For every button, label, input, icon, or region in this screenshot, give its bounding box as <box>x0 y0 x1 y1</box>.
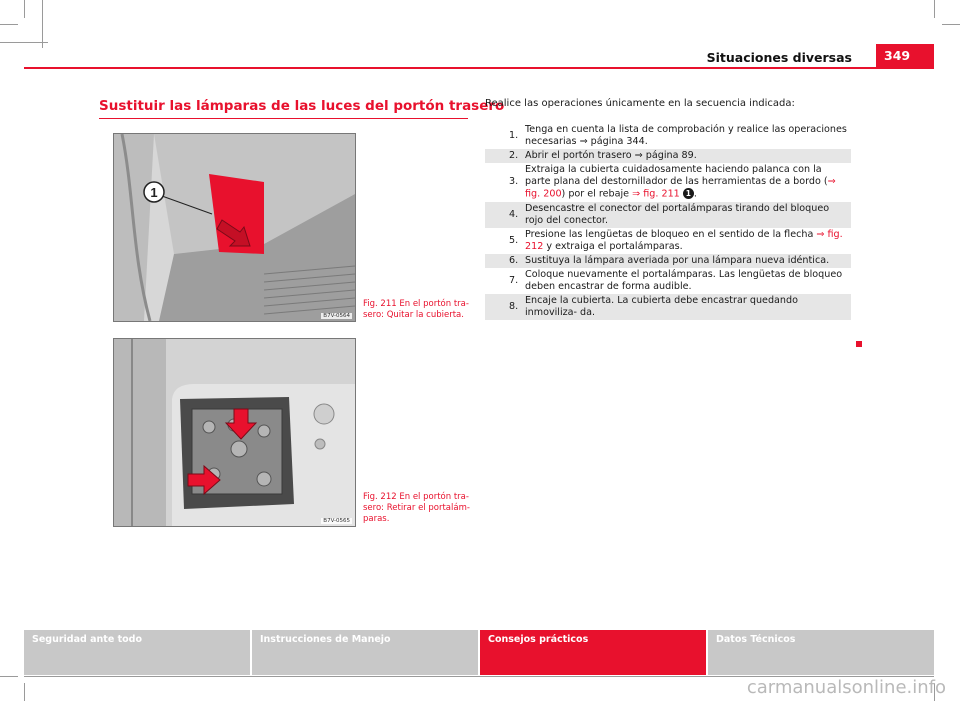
footer-tab-operation[interactable]: Instrucciones de Manejo <box>252 630 478 675</box>
figure-link[interactable]: ⇒ fig. 211 <box>632 188 680 200</box>
figure-211-caption: Fig. 211 En el portón tra- sero: Quitar la cubierta. <box>363 299 469 320</box>
callout-badge: 1 <box>683 188 694 199</box>
crop-mark <box>24 683 25 701</box>
crop-mark <box>934 0 935 18</box>
figure-link[interactable]: ⇒ fig. 212 <box>525 228 843 252</box>
crop-mark <box>24 0 25 18</box>
callout-label: 1 <box>150 185 158 200</box>
figure-212-caption: Fig. 212 En el portón tra- sero: Retirar el portalám- paras. <box>363 492 470 524</box>
section-title: Sustituir las lámparas de las luces del portón trasero <box>99 98 505 114</box>
watermark: carmanualsonline.info <box>746 677 946 698</box>
section-end-marker <box>856 341 862 347</box>
page-number: 349 <box>876 44 934 68</box>
figure-212-image <box>113 338 356 527</box>
steps-table <box>485 123 851 320</box>
footer-tab-technical-data[interactable]: Datos Técnicos <box>708 630 934 675</box>
crop-mark <box>0 24 18 25</box>
header-rule <box>24 67 934 69</box>
figure-code: B7V-0565 <box>323 518 350 524</box>
step-row: 7. Coloque nuevamente el portalámparas. Las lengüetas de bloqueo deben encastrar de forma audible. <box>509 268 843 292</box>
crop-mark <box>0 676 18 677</box>
figure-211-image <box>113 133 356 322</box>
footer-tab-practical-tips[interactable]: Consejos prácticos <box>480 630 706 675</box>
intro-text: Realice las operaciones únicamente en la secuencia indicada: <box>485 98 795 109</box>
tailgate-cover-illustration <box>114 134 355 321</box>
step-row: 3. Extraiga la cubierta cuidadosamente haciendo palanca con la parte plana del destornillador de las herramientas de a bordo (⇒ fig. 200) por el rebaje ⇒ fig. 211 1 . <box>509 164 836 200</box>
footer-tab-safety[interactable]: Seguridad ante todo <box>24 630 250 675</box>
crop-mark <box>42 0 43 48</box>
figure-link[interactable]: ⇒ fig. 200 <box>525 176 836 200</box>
lampholder-illustration <box>114 339 355 526</box>
step-row: 5. Presione las lengüetas de bloqueo en el sentido de la flecha ⇒ fig. 212 y extraiga el portalámparas. <box>509 228 843 252</box>
crop-mark <box>942 24 960 25</box>
step-row: 8. Encaje la cubierta. La cubierta debe encastrar quedando inmoviliza- da. <box>485 294 851 320</box>
step-row: 2. Abrir el portón trasero ⇒ página 89. <box>485 149 851 163</box>
page-header-title: Situaciones diversas <box>706 50 852 65</box>
section-rule <box>99 118 468 119</box>
step-row: 4. Desencastre el conector del portalámparas tirando del bloqueo rojo del conector. <box>485 202 851 228</box>
figure-code: B7V-0564 <box>323 313 350 319</box>
step-row: 1. Tenga en cuenta la lista de comprobación y realice las operaciones necesarias ⇒ página 344. <box>509 124 847 147</box>
step-row: 6. Sustituya la lámpara averiada por una lámpara nueva idéntica. <box>485 254 851 268</box>
crop-mark <box>0 42 48 43</box>
footer-nav <box>24 630 934 675</box>
